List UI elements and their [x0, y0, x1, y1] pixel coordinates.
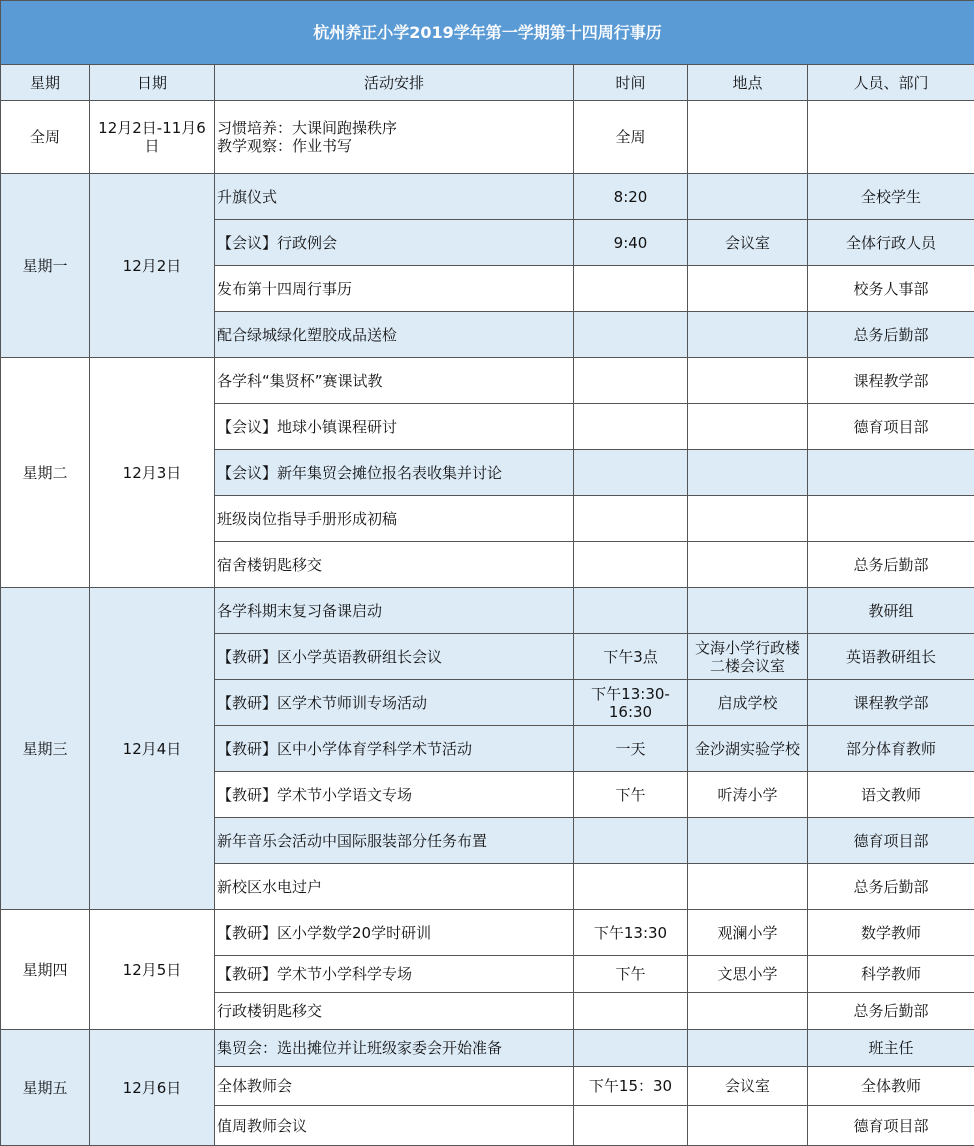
- activity-cell: 【会议】地球小镇课程研讨: [215, 404, 574, 450]
- table-row: [1, 101, 974, 174]
- activity-cell: 【教研】区小学英语教研组长会议: [215, 634, 574, 680]
- people-cell: [808, 450, 974, 496]
- place-cell: 文思小学: [688, 956, 808, 993]
- table-row: [1, 910, 974, 956]
- people-cell: [808, 101, 974, 174]
- people-cell: 部分体育教师: [808, 726, 974, 772]
- people-cell: 全校学生: [808, 174, 974, 220]
- time-cell: 下午13:30- 16:30: [574, 680, 688, 726]
- time-cell: [574, 404, 688, 450]
- header-activity: 活动安排: [215, 65, 574, 101]
- time-cell: [574, 1030, 688, 1067]
- weekday-cell: 星期一: [1, 174, 90, 358]
- time-cell: [574, 312, 688, 358]
- people-cell: 总务后勤部: [808, 993, 974, 1030]
- place-cell: [688, 588, 808, 634]
- activity-cell: 全体教师会: [215, 1067, 574, 1106]
- people-cell: 总务后勤部: [808, 864, 974, 910]
- header-date: 日期: [90, 65, 215, 101]
- time-cell: 一天: [574, 726, 688, 772]
- time-cell: 全周: [574, 101, 688, 174]
- time-cell: 下午13:30: [574, 910, 688, 956]
- time-cell: 下午: [574, 956, 688, 993]
- people-cell: 数学教师: [808, 910, 974, 956]
- people-cell: [808, 496, 974, 542]
- people-cell: 德育项目部: [808, 404, 974, 450]
- activity-cell: 习惯培养：大课间跑操秩序 教学观察：作业书写: [215, 101, 574, 174]
- date-cell: 12月5日: [90, 910, 215, 1030]
- people-cell: 总务后勤部: [808, 542, 974, 588]
- header-place: 地点: [688, 65, 808, 101]
- time-cell: [574, 993, 688, 1030]
- people-cell: 教研组: [808, 588, 974, 634]
- people-cell: 科学教师: [808, 956, 974, 993]
- activity-cell: 【教研】学术节小学科学专场: [215, 956, 574, 993]
- place-cell: 听涛小学: [688, 772, 808, 818]
- time-cell: [574, 864, 688, 910]
- time-cell: 下午3点: [574, 634, 688, 680]
- date-cell: 12月4日: [90, 588, 215, 910]
- table-row: [1, 1030, 974, 1067]
- activity-cell: 值周教师会议: [215, 1106, 574, 1146]
- place-cell: [688, 818, 808, 864]
- table-row: [1, 588, 974, 634]
- time-cell: 下午15：30: [574, 1067, 688, 1106]
- time-cell: [574, 1106, 688, 1146]
- header-weekday: 星期: [1, 65, 90, 101]
- place-cell: [688, 312, 808, 358]
- place-cell: [688, 993, 808, 1030]
- activity-cell: 配合绿城绿化塑胶成品送检: [215, 312, 574, 358]
- people-cell: 德育项目部: [808, 818, 974, 864]
- people-cell: 全体教师: [808, 1067, 974, 1106]
- place-cell: [688, 174, 808, 220]
- date-cell: 12月2日: [90, 174, 215, 358]
- time-cell: [574, 542, 688, 588]
- place-cell: 观澜小学: [688, 910, 808, 956]
- place-cell: [688, 496, 808, 542]
- place-cell: 金沙湖实验学校: [688, 726, 808, 772]
- time-cell: [574, 496, 688, 542]
- time-cell: [574, 266, 688, 312]
- weekday-cell: 星期五: [1, 1030, 90, 1146]
- people-cell: 语文教师: [808, 772, 974, 818]
- time-cell: [574, 818, 688, 864]
- date-cell: 12月3日: [90, 358, 215, 588]
- activity-cell: 【教研】区小学数学20学时研训: [215, 910, 574, 956]
- people-cell: 英语教研组长: [808, 634, 974, 680]
- weekday-cell: 星期二: [1, 358, 90, 588]
- activity-cell: 升旗仪式: [215, 174, 574, 220]
- date-cell: 12月2日-11月6日: [90, 101, 215, 174]
- activity-cell: 【教研】学术节小学语文专场: [215, 772, 574, 818]
- place-cell: 启成学校: [688, 680, 808, 726]
- header-time: 时间: [574, 65, 688, 101]
- time-cell: 9:40: [574, 220, 688, 266]
- place-cell: [688, 450, 808, 496]
- people-cell: 课程教学部: [808, 358, 974, 404]
- people-cell: 总务后勤部: [808, 312, 974, 358]
- place-cell: 会议室: [688, 220, 808, 266]
- place-cell: [688, 358, 808, 404]
- time-cell: [574, 450, 688, 496]
- time-cell: [574, 588, 688, 634]
- time-cell: [574, 358, 688, 404]
- activity-cell: 各学科期末复习备课启动: [215, 588, 574, 634]
- activity-cell: 【会议】新年集贸会摊位报名表收集并讨论: [215, 450, 574, 496]
- activity-cell: 行政楼钥匙移交: [215, 993, 574, 1030]
- activity-cell: 【教研】区学术节师训专场活动: [215, 680, 574, 726]
- time-cell: 下午: [574, 772, 688, 818]
- date-cell: 12月6日: [90, 1030, 215, 1146]
- place-cell: [688, 266, 808, 312]
- people-cell: 班主任: [808, 1030, 974, 1067]
- calendar-title: 杭州养正小学2019学年第一学期第十四周行事历: [1, 1, 974, 65]
- place-cell: [688, 1030, 808, 1067]
- activity-cell: 班级岗位指导手册形成初稿: [215, 496, 574, 542]
- place-cell: 文海小学行政楼 二楼会议室: [688, 634, 808, 680]
- activity-cell: 【会议】行政例会: [215, 220, 574, 266]
- activity-cell: 集贸会：选出摊位并让班级家委会开始准备: [215, 1030, 574, 1067]
- activity-cell: 各学科“集贤杯”赛课试教: [215, 358, 574, 404]
- table-row: [1, 358, 974, 404]
- place-cell: [688, 864, 808, 910]
- header-people: 人员、部门: [808, 65, 974, 101]
- place-cell: [688, 542, 808, 588]
- place-cell: [688, 101, 808, 174]
- place-cell: 会议室: [688, 1067, 808, 1106]
- people-cell: 校务人事部: [808, 266, 974, 312]
- table-row: [1, 174, 974, 220]
- activity-cell: 发布第十四周行事历: [215, 266, 574, 312]
- people-cell: 课程教学部: [808, 680, 974, 726]
- weekday-cell: 星期三: [1, 588, 90, 910]
- people-cell: 德育项目部: [808, 1106, 974, 1146]
- activity-cell: 新年音乐会活动中国际服装部分任务布置: [215, 818, 574, 864]
- activity-cell: 宿舍楼钥匙移交: [215, 542, 574, 588]
- people-cell: 全体行政人员: [808, 220, 974, 266]
- activity-cell: 【教研】区中小学体育学科学术节活动: [215, 726, 574, 772]
- weekday-cell: 全周: [1, 101, 90, 174]
- place-cell: [688, 1106, 808, 1146]
- place-cell: [688, 404, 808, 450]
- time-cell: 8:20: [574, 174, 688, 220]
- weekday-cell: 星期四: [1, 910, 90, 1030]
- activity-cell: 新校区水电过户: [215, 864, 574, 910]
